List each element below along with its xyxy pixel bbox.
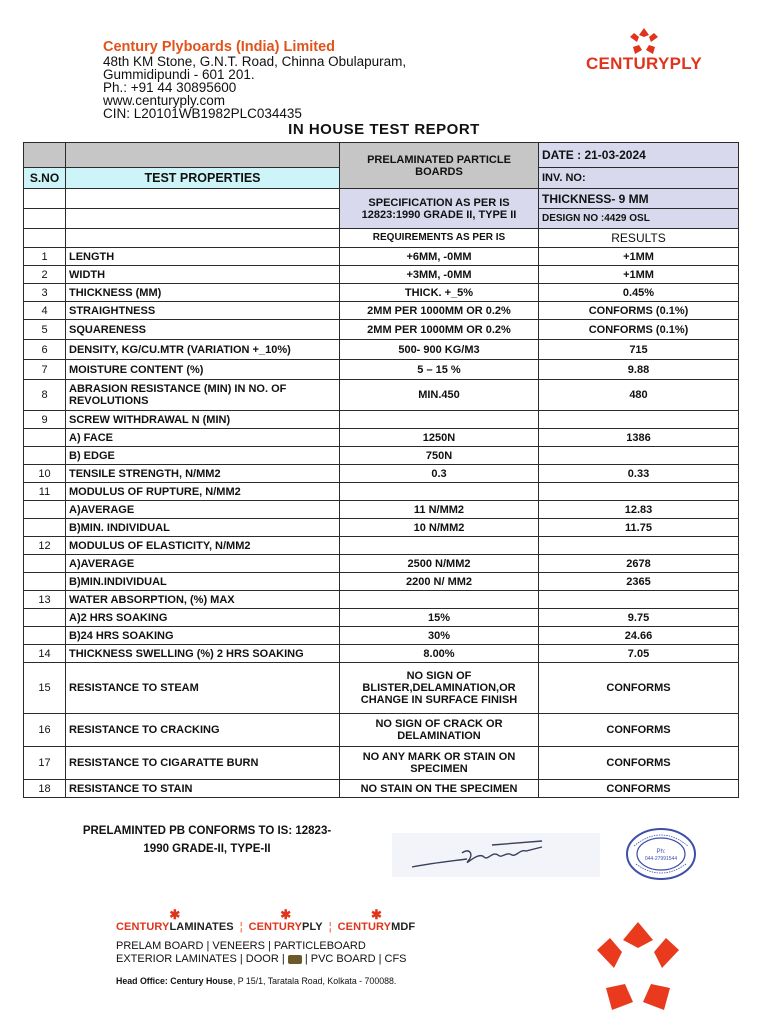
row-sno: 13	[24, 591, 66, 609]
svg-text:Ph:: Ph:	[656, 849, 666, 855]
star-icon: ✱	[280, 907, 292, 922]
table-row	[24, 627, 739, 645]
row-sno: 4	[24, 302, 66, 320]
row-requirement: 2MM PER 1000MM OR 0.2%	[340, 320, 539, 340]
row-property: A) FACE	[66, 429, 340, 447]
table-row	[24, 483, 739, 501]
table-row	[24, 645, 739, 663]
conclusion-note: PRELAMINTED PB CONFORMS TO IS: 12823-1990 GRADE-II, TYPE-II	[82, 825, 332, 855]
table-row	[24, 519, 739, 537]
row-requirement: 10 N/MM2	[340, 519, 539, 537]
row-result: 7.05	[539, 645, 739, 663]
row-property: SCREW WITHDRAWAL N (MIN)	[66, 411, 340, 429]
row-sno: 6	[24, 340, 66, 360]
table-row	[24, 429, 739, 447]
table-row	[24, 573, 739, 591]
row-requirement: NO ANY MARK OR STAIN ON SPECIMEN	[340, 747, 539, 780]
row-sno: 16	[24, 714, 66, 747]
centuryply-logo-small: ✱ CENTURYPLY	[248, 907, 323, 933]
row-result: +1MM	[539, 248, 739, 266]
row-property: SQUARENESS	[66, 320, 340, 340]
row-property: B)MIN. INDIVIDUAL	[66, 519, 340, 537]
row-property: A)AVERAGE	[66, 501, 340, 519]
row-sno: 14	[24, 645, 66, 663]
row-result: CONFORMS	[539, 747, 739, 780]
row-requirement: 0.3	[340, 465, 539, 483]
separator: ¦	[239, 921, 243, 933]
row-sno: 15	[24, 663, 66, 714]
company-stamp	[624, 826, 698, 887]
star-logo-icon	[629, 28, 659, 54]
row-requirement: 750N	[340, 447, 539, 465]
row-property: TENSILE STRENGTH, N/MM2	[66, 465, 340, 483]
blank-cell	[66, 189, 340, 209]
table-row	[24, 780, 739, 798]
row-result: 480	[539, 380, 739, 411]
row-sno: 1	[24, 248, 66, 266]
row-property: RESISTANCE TO CIGARATTE BURN	[66, 747, 340, 780]
separator: ¦	[328, 921, 332, 933]
row-sno: 2	[24, 266, 66, 284]
company-name: Century Plyboards (India) Limited	[103, 39, 336, 55]
cin: CIN: L20101WB1982PLC034435	[103, 106, 302, 121]
design-no: DESIGN NO :4429 OSL	[539, 209, 739, 229]
row-requirement: +6MM, -0MM	[340, 248, 539, 266]
report-title: IN HOUSE TEST REPORT	[288, 121, 480, 138]
row-property: RESISTANCE TO STAIN	[66, 780, 340, 798]
row-property: THICKNESS SWELLING (%) 2 HRS SOAKING	[66, 645, 340, 663]
row-sno: 11	[24, 483, 66, 501]
table-row	[24, 537, 739, 555]
row-result: CONFORMS (0.1%)	[539, 320, 739, 340]
phone: Ph.: +91 44 30895600	[103, 80, 237, 95]
address-line-1: 48th KM Stone, G.N.T. Road, Chinna Obulapuram,	[103, 54, 407, 69]
company-header	[103, 40, 406, 120]
row-requirement	[340, 483, 539, 501]
row-requirement: 8.00%	[340, 645, 539, 663]
invoice-no: INV. NO:	[539, 168, 739, 189]
table-row	[24, 380, 739, 411]
brand-logos	[116, 909, 415, 933]
row-requirement: MIN.450	[340, 380, 539, 411]
row-property: THICKNESS (MM)	[66, 284, 340, 302]
row-result: 24.66	[539, 627, 739, 645]
row-requirement	[340, 591, 539, 609]
row-requirement: THICK. +_5%	[340, 284, 539, 302]
row-sno: 10	[24, 465, 66, 483]
row-result: 1386	[539, 429, 739, 447]
row-sno	[24, 627, 66, 645]
row-requirement: 500- 900 KG/M3	[340, 340, 539, 360]
row-requirement: 30%	[340, 627, 539, 645]
row-requirement	[340, 411, 539, 429]
row-sno	[24, 519, 66, 537]
product-name: PRELAMINATED PARTICLE BOARDS	[340, 143, 539, 189]
row-requirement	[340, 537, 539, 555]
address-line-2: Gummidipundi - 601 201.	[103, 67, 255, 82]
row-sno: 18	[24, 780, 66, 798]
table-row	[24, 360, 739, 380]
row-property: ABRASION RESISTANCE (MIN) IN NO. OF REVOLUTIONS	[66, 380, 340, 411]
row-property: A)AVERAGE	[66, 555, 340, 573]
large-star-icon	[596, 922, 680, 1017]
row-property: RESISTANCE TO STEAM	[66, 663, 340, 714]
row-result	[539, 447, 739, 465]
header-blank-cell	[24, 143, 66, 168]
row-property: A)2 HRS SOAKING	[66, 609, 340, 627]
row-sno: 5	[24, 320, 66, 340]
centurymdf-logo: ✱ CENTURYMDF	[337, 907, 416, 933]
table-row	[24, 411, 739, 429]
blank-cell	[24, 189, 66, 209]
row-property: B)MIN.INDIVIDUAL	[66, 573, 340, 591]
row-result: 12.83	[539, 501, 739, 519]
row-requirement: 15%	[340, 609, 539, 627]
row-property: B) EDGE	[66, 447, 340, 465]
row-result: 11.75	[539, 519, 739, 537]
table-row	[24, 747, 739, 780]
row-sno: 8	[24, 380, 66, 411]
product-line-2: EXTERIOR LAMINATES | DOOR | | PVC BOARD | CFS	[116, 953, 407, 965]
table-row	[24, 266, 739, 284]
star-icon: ✱	[169, 907, 181, 922]
row-property: B)24 HRS SOAKING	[66, 627, 340, 645]
row-requirement: NO STAIN ON THE SPECIMEN	[340, 780, 539, 798]
row-requirement: 2MM PER 1000MM OR 0.2%	[340, 302, 539, 320]
row-requirement: +3MM, -0MM	[340, 266, 539, 284]
signature	[392, 833, 600, 877]
table-row	[24, 284, 739, 302]
row-sno	[24, 447, 66, 465]
row-requirement: 11 N/MM2	[340, 501, 539, 519]
row-result: 2678	[539, 555, 739, 573]
table-row	[24, 555, 739, 573]
table-row	[24, 248, 739, 266]
row-sno: 12	[24, 537, 66, 555]
row-property: RESISTANCE TO CRACKING	[66, 714, 340, 747]
row-result: CONFORMS	[539, 714, 739, 747]
footer	[116, 909, 415, 988]
row-result: 0.45%	[539, 284, 739, 302]
row-result: 715	[539, 340, 739, 360]
website: www.centuryply.com	[103, 93, 226, 108]
row-property: MODULUS OF ELASTICITY, N/MM2	[66, 537, 340, 555]
row-result: 0.33	[539, 465, 739, 483]
row-sno	[24, 501, 66, 519]
row-requirement: 5 – 15 %	[340, 360, 539, 380]
table-row	[24, 663, 739, 714]
brand-wordmark: CENTURYPLY	[585, 54, 703, 73]
row-result: 9.75	[539, 609, 739, 627]
table-row	[24, 302, 739, 320]
row-result	[539, 411, 739, 429]
row-result	[539, 591, 739, 609]
row-requirement: 1250N	[340, 429, 539, 447]
requirements-header: REQUIREMENTS AS PER IS	[340, 229, 539, 248]
blank-cell	[24, 209, 66, 229]
badge-icon	[288, 955, 302, 964]
test-properties-header: TEST PROPERTIES	[66, 168, 340, 189]
header-blank-cell	[66, 143, 340, 168]
table-row	[24, 340, 739, 360]
row-result: 2365	[539, 573, 739, 591]
table-row	[24, 447, 739, 465]
row-sno	[24, 429, 66, 447]
row-property: STRAIGHTNESS	[66, 302, 340, 320]
results-header: RESULTS	[539, 229, 739, 248]
row-result	[539, 537, 739, 555]
centurylaminates-logo: ✱ CENTURYLAMINATES	[116, 907, 234, 933]
head-office: Head Office: Century House, P 15/1, Taratala Road, Kolkata - 700088.	[116, 976, 397, 986]
table-row	[24, 465, 739, 483]
row-requirement: NO SIGN OF CRACK OR DELAMINATION	[340, 714, 539, 747]
row-property: MODULUS OF RUPTURE, N/MM2	[66, 483, 340, 501]
blank-cell	[24, 229, 66, 248]
product-line-1: PRELAM BOARD | VENEERS | PARTICLEBOARD	[116, 940, 366, 952]
row-requirement: 2200 N/ MM2	[340, 573, 539, 591]
specification: SPECIFICATION AS PER IS 12823:1990 GRADE II, TYPE II	[340, 189, 539, 229]
row-sno	[24, 573, 66, 591]
table-row	[24, 714, 739, 747]
row-sno: 7	[24, 360, 66, 380]
row-requirement: NO SIGN OF BLISTER,DELAMINATION,OR CHANGE IN SURFACE FINISH	[340, 663, 539, 714]
row-sno	[24, 609, 66, 627]
report-date: DATE : 21-03-2024	[539, 143, 739, 168]
table-row	[24, 609, 739, 627]
row-sno: 3	[24, 284, 66, 302]
row-result: +1MM	[539, 266, 739, 284]
row-sno	[24, 555, 66, 573]
centuryply-logo	[584, 28, 704, 74]
row-property: WIDTH	[66, 266, 340, 284]
blank-cell	[66, 229, 340, 248]
row-property: WATER ABSORPTION, (%) MAX	[66, 591, 340, 609]
row-property: DENSITY, KG/CU.MTR (VARIATION +_10%)	[66, 340, 340, 360]
row-sno: 17	[24, 747, 66, 780]
row-result: CONFORMS	[539, 663, 739, 714]
table-row	[24, 591, 739, 609]
test-report-table	[23, 142, 739, 798]
row-result: CONFORMS (0.1%)	[539, 302, 739, 320]
row-result: CONFORMS	[539, 780, 739, 798]
sno-header: S.NO	[24, 168, 66, 189]
row-result	[539, 483, 739, 501]
blank-cell	[66, 209, 340, 229]
row-result: 9.88	[539, 360, 739, 380]
table-row	[24, 501, 739, 519]
row-sno: 9	[24, 411, 66, 429]
row-property: LENGTH	[66, 248, 340, 266]
star-icon: ✱	[370, 907, 382, 922]
row-property: MOISTURE CONTENT (%)	[66, 360, 340, 380]
thickness-spec: THICKNESS- 9 MM	[539, 189, 739, 209]
table-row	[24, 320, 739, 340]
row-requirement: 2500 N/MM2	[340, 555, 539, 573]
svg-text:044-27991544: 044-27991544	[644, 856, 678, 862]
